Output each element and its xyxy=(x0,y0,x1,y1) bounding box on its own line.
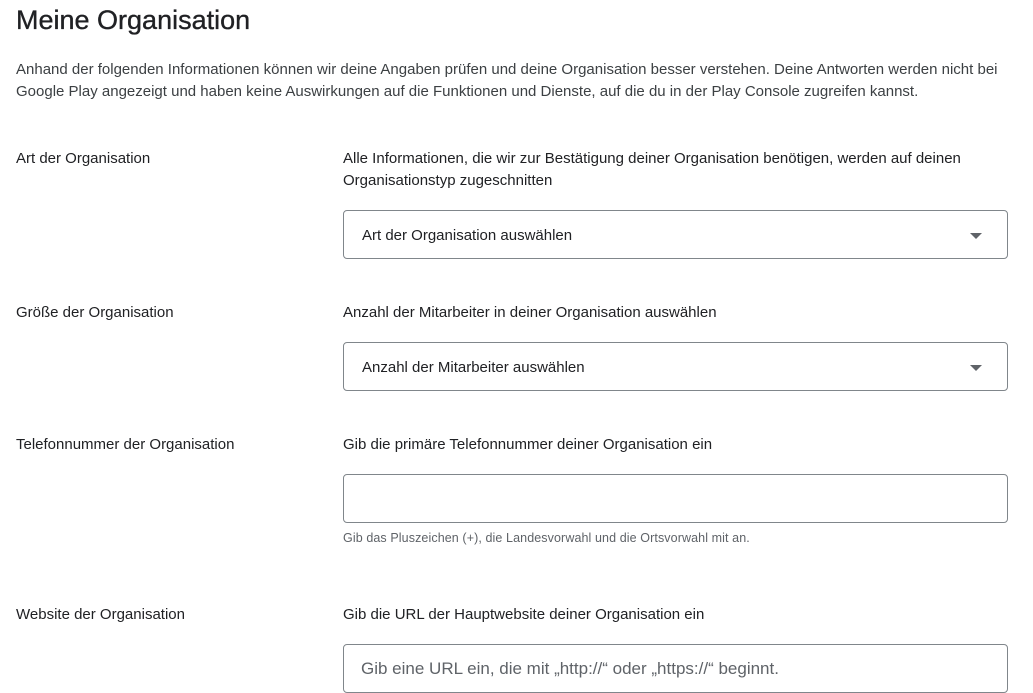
org-type-description: Alle Informationen, die wir zur Bestätigung deiner Organisation benötigen, werden auf deinen Organisationstyp zugeschnitten xyxy=(343,150,961,189)
org-phone-hint: Gib das Pluszeichen (+), die Landesvorwahl und die Ortsvorwahl mit an. xyxy=(343,531,750,545)
org-website-input[interactable] xyxy=(344,645,1007,692)
page-title: Meine Organisation xyxy=(16,5,251,35)
org-size-label: Größe der Organisation xyxy=(16,304,174,321)
org-size-select[interactable] xyxy=(343,342,1008,391)
org-phone-label: Telefonnummer der Organisation xyxy=(16,436,235,453)
org-website-label: Website der Organisation xyxy=(16,606,185,623)
arrow-drop-down-icon xyxy=(970,365,982,371)
org-type-label: Art der Organisation xyxy=(16,150,151,167)
org-phone-input[interactable] xyxy=(344,475,1007,522)
intro-text: Anhand der folgenden Informationen können wir deine Angaben prüfen und deine Organisation besser verstehen. Deine Antworten werden nicht bei Google Play angezeigt und haben keine Auswirkungen auf die Funktionen und Dienste, auf die du in der Play Console zugreifen kannst. xyxy=(16,61,998,100)
org-type-selected-value: Art der Organisation auswählen xyxy=(362,227,573,244)
org-website-field xyxy=(343,644,1008,693)
org-website-description: Gib die URL der Hauptwebsite deiner Organisation ein xyxy=(343,606,705,623)
org-phone-field xyxy=(343,474,1008,523)
org-size-selected-value: Anzahl der Mitarbeiter auswählen xyxy=(362,359,585,376)
org-phone-description: Gib die primäre Telefonnummer deiner Organisation ein xyxy=(343,436,713,453)
org-size-description: Anzahl der Mitarbeiter in deiner Organisation auswählen xyxy=(343,304,717,321)
org-type-select[interactable] xyxy=(343,210,1008,259)
arrow-drop-down-icon xyxy=(970,233,982,239)
